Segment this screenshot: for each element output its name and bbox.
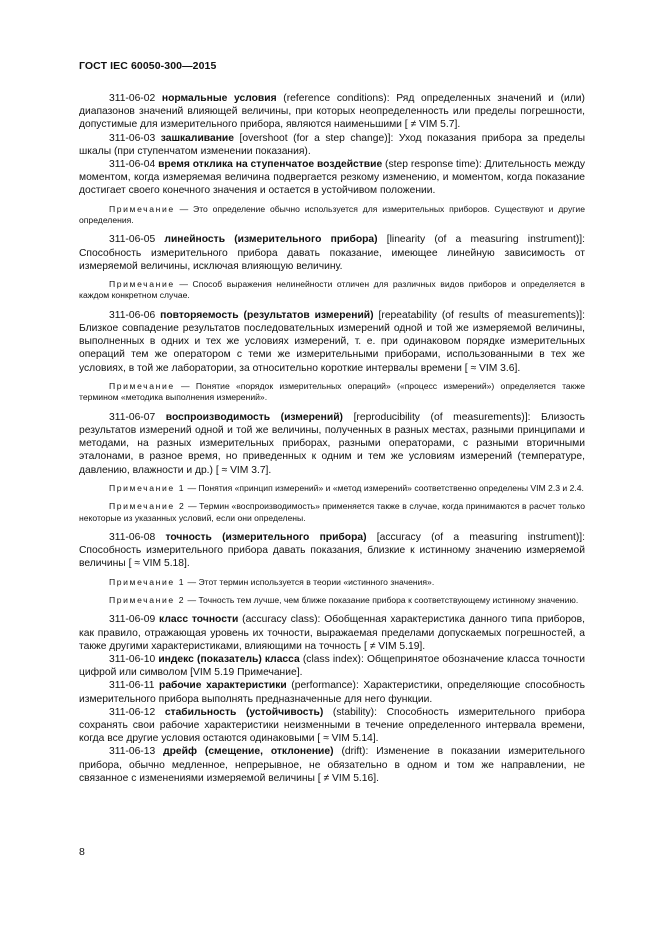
term-definition: [overshoot (for a step change)]: Уход показания прибора за пределы шкалы (при ступенчатом изменении показания). xyxy=(79,132,585,157)
term-name: рабочие характеристики xyxy=(159,680,287,692)
note xyxy=(79,279,585,302)
term-code: 311-06-07 xyxy=(109,411,156,423)
term-entry xyxy=(79,745,585,785)
document-body xyxy=(79,92,585,785)
term-definition: [reproducibility (of measurements)]: Близость результатов измерений одной и той же величины, полученных в разных местах, разными принципами и методами, на разных измерительных приборах, разными операторами, с разными вторичными эталонами, в разное время, но приведенных к одним и тем же условиям измерений (температуре, давлению, влажности и др.) [ ≈ VIM 3.7]. xyxy=(79,411,585,476)
term-name: время отклика на ступенчатое воздействие xyxy=(158,159,383,171)
term-name: индекс (показатель) класса xyxy=(158,653,300,665)
note-text: — Понятие «порядок измерительных операций» («процесс измерений») определяется также термином «методика выполнения измерений». xyxy=(79,380,585,403)
term-code: 311-06-05 xyxy=(109,234,156,246)
term-entry xyxy=(79,653,585,679)
note-label: Примечание xyxy=(109,203,175,214)
term-name: воспроизводимость (измерений) xyxy=(165,411,343,423)
note-text: — Этот термин используется в теории «истинного значения». xyxy=(185,576,435,587)
term-entry xyxy=(79,411,585,477)
term-definition: (step response time): Длительность между моментом, когда измеряемая величина подвергается резкому изменению, и моментом, когда показание достигает своего конечного значения и остается в устойчивом положении. xyxy=(79,159,585,197)
term-code: 311-06-10 xyxy=(109,653,156,665)
term-entry xyxy=(79,706,585,746)
term-name: повторяемость (результатов измерений) xyxy=(160,309,374,321)
term-entry xyxy=(79,92,585,132)
note-text: — Термин «воспроизводимость» применяется также в случае, когда принимаются в расчет только некоторые из указанных условий, если они определены. xyxy=(79,501,585,523)
term-definition: (performance): Характеристики, определяющие способность измерительного прибора выполнять предназначенные для него функции. xyxy=(79,680,585,705)
term-code: 311-06-11 xyxy=(109,680,155,692)
term-name: нормальные условия xyxy=(161,93,277,104)
term-code: 311-06-04 xyxy=(109,159,156,171)
term-code: 311-06-03 xyxy=(109,132,156,144)
note xyxy=(79,595,585,606)
note-label: Примечание 2 xyxy=(109,594,186,605)
note-label: Примечание xyxy=(109,279,175,290)
term-name: зашкаливание xyxy=(160,132,234,144)
note xyxy=(79,577,585,588)
note-text: — Понятия «принцип измерений» и «метод измерений» соответственно определены VIM 2.3 и 2.4. xyxy=(185,482,584,493)
term-definition: (accuracy class): Обобщенная характеристика данного типа приборов, как правило, отражающая уровень их точности, выражаемая пределами допускаемых погрешностей, а также другими характеристиками, влияющими на точность [ ≠ VIM 5.19]. xyxy=(79,614,585,652)
note-text: — Способ выражения нелинейности отличен для различных видов приборов и определяется в каждом конкретном случае. xyxy=(79,279,585,301)
note xyxy=(79,381,585,404)
term-name: линейность (измерительного прибора) xyxy=(164,234,378,246)
term-code: 311-06-13 xyxy=(109,746,156,758)
term-entry xyxy=(79,309,585,375)
term-code: 311-06-06 xyxy=(109,309,156,321)
term-name: точность (измерительного прибора) xyxy=(165,531,367,543)
note-text: — Это определение обычно используется для измерительных приборов. Существуют и другие определения. xyxy=(79,203,585,226)
term-definition: (drift): Изменение в показании измерительного прибора, обычно медленное, непрерывное, не обязательно в одном и том же направлении, не связанное с изменениями измеряемой величины [ ≠ VIM 5.16]. xyxy=(79,746,585,784)
document-header: ГОСТ IEC 60050-300—2015 xyxy=(79,60,217,72)
note xyxy=(79,204,585,227)
term-definition: [linearity (of a measuring instrument)]: Способность измерительного прибора давать показание, имеющее линейную зависимость от измеряемой величины, исключая влияющую величину. xyxy=(79,234,585,272)
term-code: 311-06-02 xyxy=(109,93,156,104)
term-definition: (stability): Способность измерительного прибора сохранять свои рабочие характеристики неизменными в течение определенного интервала времени, когда все другие условия остаются одинаковыми [ ≈ VIM 5.14]. xyxy=(79,706,585,745)
note-text: — Точность тем лучше, чем ближе показание прибора к соответствующему истинному значению. xyxy=(185,594,579,605)
note-label: Примечание xyxy=(109,380,175,391)
note xyxy=(79,501,585,524)
note xyxy=(79,483,585,494)
term-entry xyxy=(79,613,585,653)
term-definition: [repeatability (of results of measurements)]: Близкое совпадение результатов последовательных измерений одной и той же измеряемой величины, выполненных в одних и тех же условиях измерений, т. е. при одинаковом порядке измерительных операций тем же оператором с теми же измерительными приборами, использованными в тех же условиях, в той же лаборатории, за относительно короткие интервалы времени [ ≈ VIM 3.6]. xyxy=(79,309,585,374)
term-entry xyxy=(79,132,585,158)
term-code: 311-06-09 xyxy=(109,614,156,626)
page-number: 8 xyxy=(79,846,85,858)
term-definition: (class index): Общепринятое обозначение класса точности цифрой или символом [VIM 5.19 Примечание]. xyxy=(79,653,585,679)
term-entry xyxy=(79,531,585,571)
note-label: Примечание 1 xyxy=(109,482,186,493)
term-name: класс точности xyxy=(159,614,239,626)
term-name: стабильность (устойчивость) xyxy=(164,706,324,718)
term-code: 311-06-12 xyxy=(109,706,156,718)
term-name: дрейф (смещение, отклонение) xyxy=(163,746,334,758)
term-entry xyxy=(79,679,585,705)
term-entry xyxy=(79,158,585,198)
term-code: 311-06-08 xyxy=(109,531,156,543)
note-label: Примечание 1 xyxy=(109,576,186,587)
term-definition: [accuracy (of a measuring instrument)]: Способность измерительного прибора давать показания, близкие к истинному значению измеряемой величины [ ≈ VIM 5.18]. xyxy=(79,531,585,570)
note-label: Примечание 2 xyxy=(109,501,186,512)
term-definition: (reference conditions): Ряд определенных значений и (или) диапазонов значений влияющей величины, при которых неопределенность или пределы погрешности, допустимые для измерительного прибора, являются наименьшими [ ≠ VIM 5.7]. xyxy=(79,93,585,131)
term-entry xyxy=(79,233,585,273)
